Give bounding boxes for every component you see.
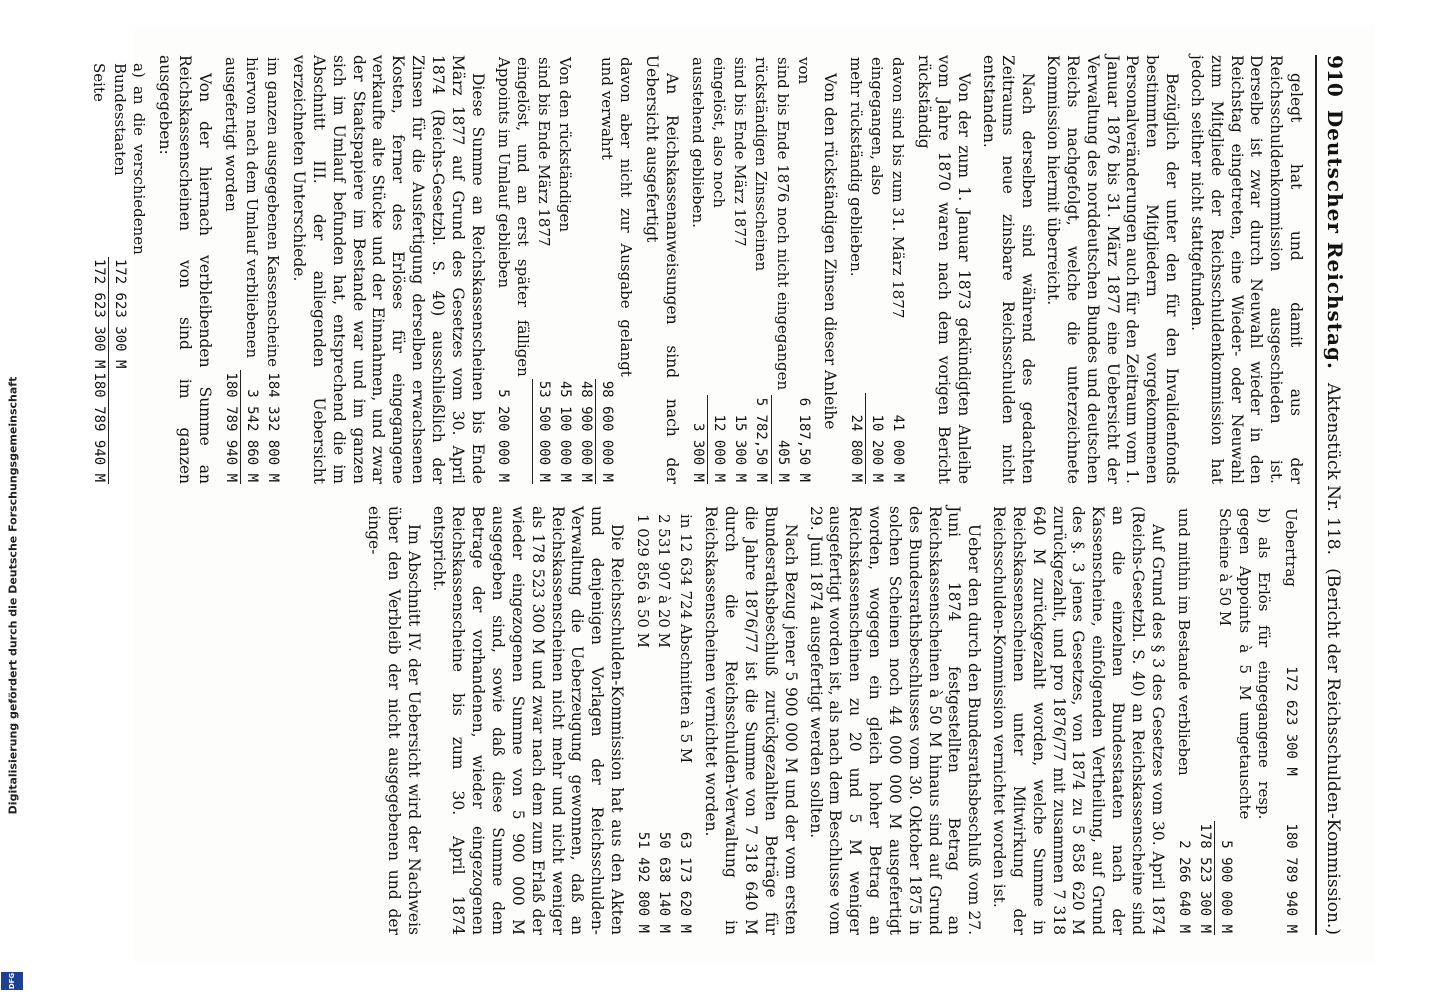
row-amount: 180 789 940 M (220, 370, 241, 484)
row-amount: 172 623 300 M (88, 257, 109, 371)
row-amount: 6 187,50 M (795, 397, 812, 482)
row-label: eingelöst, also noch (710, 57, 729, 208)
paragraph: Diese Summe an Reichskassenscheinen bis Ende März 1877 auf Grund des Gesetzes vom 30. April 1874 (Reichs-Gesetzbl. S. 40) ausschließlich der Zinsen für die Ausfertigung derselben erwachsenen Kosten, ferner des Erlöses für eingegangene verkaufte alte Stücke und der Einnahmen, und zwar der Staatspapiere im Bestande war und im ganzen sich im Umlauf befunden hat, entsprechend die im Abschnitt III. der anliegenden Uebersicht verzeichneten Unterschiede. (290, 55, 487, 484)
row-amount: 50 638 140 M (656, 831, 673, 933)
row-label: sind bis Ende März 1877 (731, 57, 750, 247)
table-row (1214, 506, 1274, 935)
amount-table-b (1173, 506, 1274, 935)
page-number: 910 (1323, 55, 1347, 97)
row-label: a) an die verschiedenen Bundesstaaten (111, 63, 149, 255)
row-label: mehr rückständig geblieben. (846, 57, 865, 277)
table-row (687, 55, 708, 484)
row-label: ausstehend geblieben. (688, 57, 707, 228)
paragraph: Bezüglich der unter den für den Invalidenfonds bestimmten Mitgliedern vorgekommenen Personalveränderungen auch für den Zeitraum vom 1. Januar 1876 bis 31. März 1877 eine Uebersicht der Verwaltung des norddeutschen Bundes und deutschen Reichs nachgefolgt, welche die unterzeichnete Kommission hiermit überreicht. (1044, 55, 1182, 484)
row-amount: 41 000 M (889, 414, 906, 482)
column-total: 180 789 940 M (88, 370, 109, 484)
amount-table-2 (687, 55, 814, 484)
table-row (533, 55, 554, 484)
table-row (708, 55, 729, 484)
row-amount: 15 300 M (732, 414, 749, 482)
row-amount: 3 542 860 M (244, 389, 261, 482)
text-columns (89, 55, 1305, 935)
digitization-notice (2, 200, 24, 990)
row-amount: 48 900 000 M (575, 379, 595, 484)
table-row (220, 55, 241, 484)
row-amount: 172 623 300 M (1282, 666, 1299, 776)
row-label: Uebertrag (1282, 508, 1300, 587)
table-row (772, 55, 793, 484)
table-row (887, 55, 908, 484)
row-label (1194, 506, 1214, 821)
row-amount: 405 M (774, 439, 791, 482)
table-row (793, 55, 814, 484)
table-row (674, 506, 695, 935)
row-label: b) als Erlös für eingegangene resp. gegen Appoints à 5 M umgetauschte Scheine à 50 M (1216, 508, 1273, 820)
paragraph: An Reichskassenanweisungen sind nach der Uebersicht ausgefertigt (642, 55, 681, 484)
row-amount: 5 200 000 M (493, 379, 533, 484)
row-amount: 172 623 300 M (112, 258, 129, 369)
row-amount: 10 200 M (869, 414, 886, 482)
row-label: in 12 634 724 Abschnitten à 5 M (676, 514, 695, 764)
document-page (89, 25, 1375, 965)
page-header (1315, 55, 1347, 935)
table-row (866, 55, 887, 484)
table-row (1194, 506, 1214, 935)
table-row (845, 55, 866, 484)
row-label: ausgefertigt worden (221, 57, 240, 212)
table-row (554, 55, 575, 484)
page-title: Deutscher Reichstag. (1323, 109, 1347, 370)
row-label: und mithin im Bestande verblieben (1174, 508, 1193, 776)
table-row (88, 55, 109, 484)
amount-table-1 (845, 55, 909, 484)
paragraph: Von der hiernach verbleibenden Summe an Reichskassenscheinen von sind im ganzen ausgegeben: (156, 55, 214, 484)
paragraph: Nach derselben sind während des gedachten Zeitraums neue zinsbare Reichsschulden nicht entstanden. (979, 55, 1038, 484)
paragraph: gelegt hat und damit aus der Reichsschuldenkommission ausgeschieden ist. Derselbe ist zwar durch Neuwahl wieder in den Reichstag eingetreten, eine Wieder- oder Neuwahl zum Mitgliede der Reichsschuldenkommission hat jedoch seither nicht stattgefunden. (1187, 55, 1305, 484)
row-label: von (794, 57, 813, 85)
page-header-right: (Bericht der Reichsschulden-Kommission.) (1323, 568, 1343, 935)
row-label (575, 55, 595, 379)
table-row (262, 55, 283, 484)
table-row (596, 55, 636, 484)
left-column (89, 55, 1305, 484)
row-amount-total: 180 789 940 M (1282, 823, 1299, 933)
amount-table-4 (220, 55, 284, 484)
right-column (155, 506, 1305, 935)
row-amount: 5 900 000 M (1217, 840, 1234, 933)
paragraph: Die Reichsschulden-Kommission hat aus den Akten und denjenigen Vorlagen der Reichsschulden-Verwaltung die Ueberzeugung gewonnen, daß an Reichskassenscheinen nicht mehr und nicht weniger als 178 523 300 M und zwar nach dem zum Erlaß der wieder eingezogenen Summe von 5 900 000 M ausgegeben sind, sowie daß diese Summe dem Betrage der vorhandenen, wieder eingezogenen Reichskassenscheine bis zum 30. April 1874 entspricht. (429, 506, 627, 935)
table-row (493, 55, 533, 484)
digitization-text: Digitalisierung gefördert durch die Deutsche Forschungsgemeinschaft (6, 376, 20, 814)
paragraph: Im Abschnitt IV. der Uebersicht wird der Nachweis über den Verbleib der nicht ausgegebenen und der einge- (365, 506, 423, 935)
row-label: rückständigen Zinsscheinen (752, 57, 771, 272)
row-amount: 5 782,50 M (750, 395, 771, 484)
amount-table-5 (88, 55, 150, 484)
row-label: sind bis Ende 1876 noch nicht eingegangen (773, 57, 792, 391)
amount-table-3 (493, 55, 637, 484)
table-row (632, 506, 653, 935)
page-subtitle: Aktenstück Nr. 118. (1323, 383, 1343, 555)
row-label: davon aber nicht zur Ausgabe gelangt und verwahrt (597, 57, 636, 377)
row-amount: 53 500 000 M (536, 380, 553, 482)
table-row (750, 55, 771, 484)
row-amount: 12 000 M (711, 414, 728, 482)
paragraph: Ueber den durch den Bundesrathsbeschluß vom 27. Juni 1874 festgestellten Betrag an Reichskassenscheinen à 50 M hinaus sind auf Grund des Bundesrathsbeschlusses vom 30. Oktober 1875 in solchen Scheinen noch 44 000 000 M ausgefertigt worden, wogegen ein gleich hoher Betrag an Reichskassenscheinen zu 20 und 5 M weniger ausgefertigt worden ist, als nach dem Beschlusse vom 29. Juni 1874 ausgefertigt werden sollten. (806, 506, 984, 935)
table-row (653, 506, 674, 935)
paragraph: Auf Grund des § 3 des Gesetzes vom 30. April 1874 (Reichs-Gesetzbl. S. 40) an Reichskassenscheine sind an die einzelnen Bundesstaaten nach der Kassenscheine, einfolgenden Vertheilung, auf Grund des §. 3 jenes Gesetzes, von 1874 zu 5 858 620 M zurückgezahlt, und pro 1876/77 mit zusammen 7 318 640 M zurückgezahlt worden, welche Summe in Reichskassenscheinen unter Mitwirkung der Reichsschulden-Kommission vernichtet worden ist. (990, 506, 1167, 935)
breakdown-table (632, 506, 696, 935)
row-amount: 51 492 800 M (634, 831, 651, 933)
row-amount: 45 100 000 M (557, 380, 574, 482)
table-row (1280, 506, 1301, 935)
paragraph: Nach Bezug jener 5 900 000 M und der vom ersten Bundesrathsbeschluß zurückgezahlten Beträge für die Jahre 1876/77 ist die Summe von 7 318 640 M durch die Reichsschulden-Verwaltung in Reichskassenscheinen vernichtet worden. (702, 506, 800, 935)
row-amount: 178 523 300 M (1194, 821, 1214, 935)
row-amount: 24 800 M (845, 393, 866, 484)
row-label: Von den rückständigen (556, 57, 575, 233)
row-label: hiervon nach dem Umlauf verbliebenen (243, 57, 262, 359)
table-row (1173, 506, 1194, 935)
table-row (729, 55, 750, 484)
row-label: im ganzen ausgegebenen Kassenscheine (264, 57, 283, 367)
row-amount: 3 300 M (687, 395, 708, 484)
table-row (109, 55, 149, 484)
row-label: Seite (89, 63, 108, 102)
carryover-table (1280, 506, 1301, 935)
row-label: eingegangen, also (868, 57, 887, 196)
row-amount: 63 173 620 M (677, 831, 694, 933)
row-label: davon sind bis zum 31. März 1877 (889, 57, 908, 319)
dfg-logo-icon: DFG (1, 972, 23, 990)
paragraph: Von den rückständigen Zinsen dieser Anleihe (820, 73, 839, 430)
row-amount: 2 266 640 M (1175, 840, 1192, 933)
row-label: sind bis Ende März 1877 (535, 57, 554, 247)
row-label: 1 029 856 à 50 M (634, 514, 653, 649)
table-row (241, 55, 262, 484)
row-amount: 184 332 800 M (265, 372, 281, 482)
table-row (575, 55, 595, 484)
paragraph: Von der zum 1. Januar 1873 gekündigten Anleihe vom Jahre 1870 waren nach dem vorigen Bericht rückständig (915, 55, 973, 484)
row-amount: 98 600 000 M (599, 380, 616, 482)
row-label: eingelöst, und an erst später fälligen Appoints im Umlauf geblieben (494, 57, 532, 377)
row-label: 2 531 907 à 20 M (655, 514, 674, 649)
